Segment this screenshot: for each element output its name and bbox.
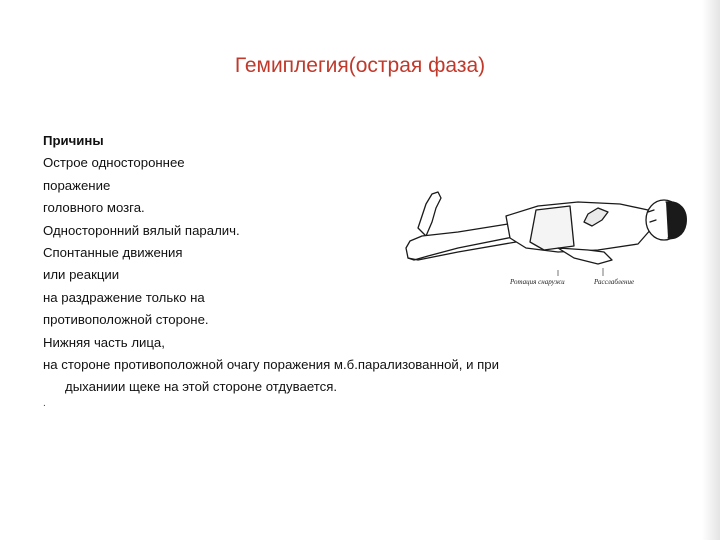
shorts [530, 206, 574, 250]
body-line: Острое одностороннее [43, 155, 185, 171]
torso [506, 202, 652, 252]
body-line: Спонтанные движения [43, 245, 183, 261]
caption-relaxation: Расслабление [594, 278, 635, 286]
slide-title: Гемиплегия(острая фаза) [234, 54, 486, 77]
body-line: головного мозга. [43, 200, 145, 216]
body-line: на стороне противоположной очагу поражения м.б.парализованной, и при [43, 357, 499, 373]
caption-rotation: Ротация снаружи [510, 278, 565, 286]
body-line: Нижняя часть лица, [43, 334, 165, 350]
lower-arm [558, 248, 612, 264]
raised-leg [418, 192, 441, 236]
body-line: дыханиии щеке на этой стороне отдувается. [65, 379, 338, 395]
body-line: Односторонний вялый паралич. [43, 222, 240, 238]
body-line: противоположной стороне. [43, 312, 209, 328]
hair [666, 202, 686, 239]
slide-edge-shadow [702, 0, 720, 540]
lying-patient-illustration [398, 186, 698, 296]
body-line: на раздражение только на [43, 289, 205, 305]
causes-heading: Причины [43, 133, 104, 148]
trailing-mark: . [43, 398, 46, 409]
body-line: или реакции [43, 267, 120, 283]
body-line: поражение [43, 177, 111, 193]
